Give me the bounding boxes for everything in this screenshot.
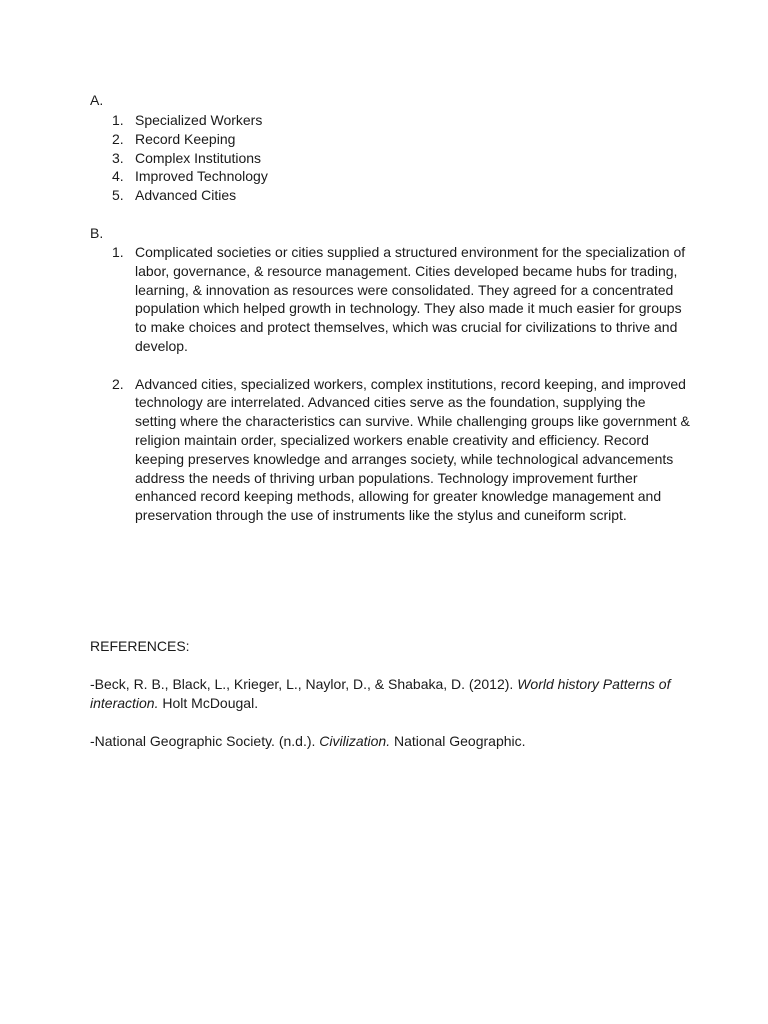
reference-title: World history Patterns of interaction. (90, 676, 671, 711)
list-item-text: Advanced Cities (135, 187, 237, 204)
reference-text: -National Geographic Society. (n.d.). (90, 733, 320, 749)
reference-title: Civilization. (319, 733, 391, 749)
reference-entry (90, 732, 680, 751)
references-heading: REFERENCES: (90, 638, 190, 654)
list-item (90, 243, 690, 356)
list-number: 1. (112, 112, 124, 128)
list-number: 2. (112, 130, 124, 147)
list-item (90, 186, 690, 205)
list-item (90, 167, 690, 186)
list-number: 1. (112, 244, 124, 260)
reference-entry (90, 675, 680, 713)
list-item-text: Record Keeping (135, 130, 236, 147)
section-b-list (90, 243, 690, 525)
list-item (90, 111, 690, 130)
paragraph-text: Advanced cities, specialized workers, complex institutions, record keeping, and improved technology are interrelated. Advanced cities serve as the foundation, supplying the setting where the characteristics can survive. While challenging groups like government & religion maintain order, specialized workers enable creativity and efficiency. Record keeping preserves knowledge and arranges society, while technological advancements address the needs of thriving urban populations. Technology improvement further enhanced record keeping methods, allowing for greater knowledge management and preservation through the use of instruments like the stylus and cuneiform script. (135, 375, 690, 524)
list-item (90, 375, 690, 525)
list-number: 3. (112, 149, 124, 166)
list-item (90, 149, 690, 168)
list-number: 5. (112, 187, 124, 204)
list-item-text: Complex Institutions (135, 149, 262, 166)
list-item (90, 130, 690, 149)
reference-publisher: Holt McDougal. (158, 694, 259, 711)
list-number: 4. (112, 168, 124, 185)
section-b-label: B. (90, 225, 104, 241)
section-a-list (90, 111, 690, 205)
list-item-text: Specialized Workers (135, 112, 263, 128)
section-a-label: A. (90, 92, 104, 108)
reference-publisher: National Geographic. (390, 733, 526, 749)
reference-text: -Beck, R. B., Black, L., Krieger, L., Naylor, D., & Shabaka, D. (2012). (90, 676, 518, 692)
list-number: 2. (112, 375, 124, 392)
list-item-text: Improved Technology (135, 168, 268, 185)
paragraph-text: Complicated societies or cities supplied a structured environment for the specialization of labor, governance, & resource management. Cities developed became hubs for trading, learning, & innovation as resources were consolidated. They agreed for a concentrated population which helped growth in technology. They also made it much easier for groups to make choices and protect themselves, which was crucial for civilizations to thrive and develop. (135, 244, 686, 354)
